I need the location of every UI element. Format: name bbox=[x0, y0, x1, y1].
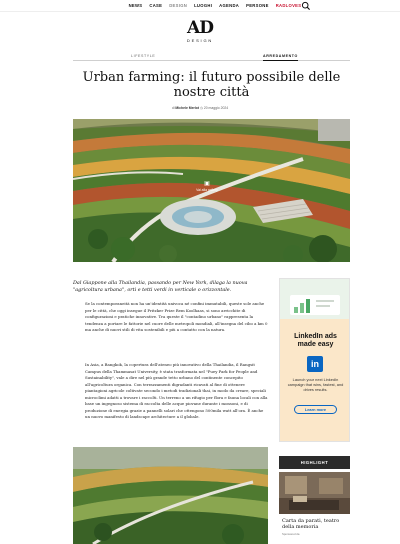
ad-cta-button[interactable]: Learn more bbox=[294, 405, 337, 414]
nav-item-radloves[interactable]: RADLOVES bbox=[275, 3, 302, 8]
highlight-title[interactable]: Carta da parati, teatro della memoria bbox=[282, 518, 340, 530]
nav-item-persone[interactable]: PERSONE bbox=[246, 3, 269, 8]
article-date: 20 maggio 2024 bbox=[203, 106, 229, 110]
author-link[interactable]: Michele Merlot bbox=[175, 106, 199, 110]
highlight-credit: Sponsored da bbox=[282, 532, 300, 536]
gallery-label: Vai alla gallery bbox=[196, 188, 218, 192]
article-lead: Dal Giappone alla Thailandia, passando per New York, dilaga la nuova "agricoltura urbana", orti e tetti verdi in verticale o orizzontale. bbox=[73, 280, 248, 294]
nav-item-case[interactable]: CASE bbox=[149, 3, 163, 8]
chart-icon bbox=[290, 295, 340, 315]
date-icon: ◷ bbox=[199, 106, 203, 110]
search-icon[interactable] bbox=[301, 1, 311, 11]
section-link-arredamento[interactable]: ARREDAMENTO bbox=[263, 54, 298, 61]
byline-prefix: di bbox=[171, 106, 175, 110]
nav-item-luoghi[interactable]: LUOGHI bbox=[194, 3, 213, 8]
nav-item-news[interactable]: NEWS bbox=[128, 3, 143, 8]
gallery-icon: ▣ bbox=[204, 181, 210, 187]
rooftop-aerial-illustration bbox=[73, 447, 268, 544]
article-paragraph-1: Se la contemporaneità non ha un'identità univoca né confini immutabili, queste sole anche per le città, che oggi insegue il Pritzker Prize Rem Koolhaas, si sono arricchite di configurazioni e pratiche innovative. Tra queste il "contadino urbano" rappresenta la tendenza a portare le fattorie nel cuore delle metropoli mondiali, all'insegna del cibo a km 0 ma anche di nuovi stili di vita sostenibili e più a contatto con la natura. bbox=[85, 301, 268, 332]
ad-headline: LinkedIn ads made easy bbox=[294, 333, 337, 348]
nav-items bbox=[129, 3, 302, 8]
logo-mark: AD bbox=[187, 18, 213, 38]
linkedin-logo-icon: in bbox=[307, 356, 323, 372]
interior-photo-illustration bbox=[279, 472, 350, 514]
linkedin-advertisement[interactable] bbox=[279, 278, 350, 442]
article-image-2[interactable] bbox=[73, 447, 268, 544]
nav-item-agenda[interactable]: AGENDA bbox=[219, 3, 240, 8]
section-bar bbox=[73, 52, 350, 61]
ad-body: Launch your next LinkedIn campaign that wins, fastest, and drives results. bbox=[287, 377, 344, 393]
ad-campaign-card bbox=[290, 295, 340, 315]
article-title: Urban farming: il futuro possibile delle nostre città bbox=[82, 70, 341, 100]
article-paragraph-2: In Asia, a Bangkok, la copertura dell'ateneo più innovativo della Thailandia, il Rangsit Campus della Thammasat University, è stata trasformata nel "Puey Park for People and Sustainability", vale a dire nel più grande tetto urbano del continente concepito all'agricoltura organica. Con terrazzamenti digradanti ricavati al fine di ottenere piantagioni agricole coltivate secondo i metodi tradizionali thai, in modo da creare, speciali microclimi adatti a trovare i raccolti. Un terreno a un rifugio per flora e fauna locali con alla base un ingegnoso sistema di raccolta delle acque piovane durante i monsoni, e di produzione di energia grazie a pannelli solari che ottengono 500mila watt all'ora. È anche un nuovo manifesto di landscape architecture a il globale. bbox=[85, 362, 268, 419]
highlight-image[interactable] bbox=[279, 472, 350, 514]
site-logo[interactable] bbox=[0, 19, 400, 43]
nav-item-design[interactable]: DESIGN bbox=[169, 3, 188, 8]
gallery-button[interactable] bbox=[190, 181, 224, 199]
top-navigation bbox=[0, 0, 400, 12]
highlight-header: HIGHLIGHT bbox=[279, 456, 350, 469]
article-byline bbox=[0, 106, 400, 110]
section-link-lifestyle[interactable]: LIFESTYLE bbox=[131, 54, 156, 58]
logo-subtitle: DESIGN bbox=[186, 38, 214, 43]
